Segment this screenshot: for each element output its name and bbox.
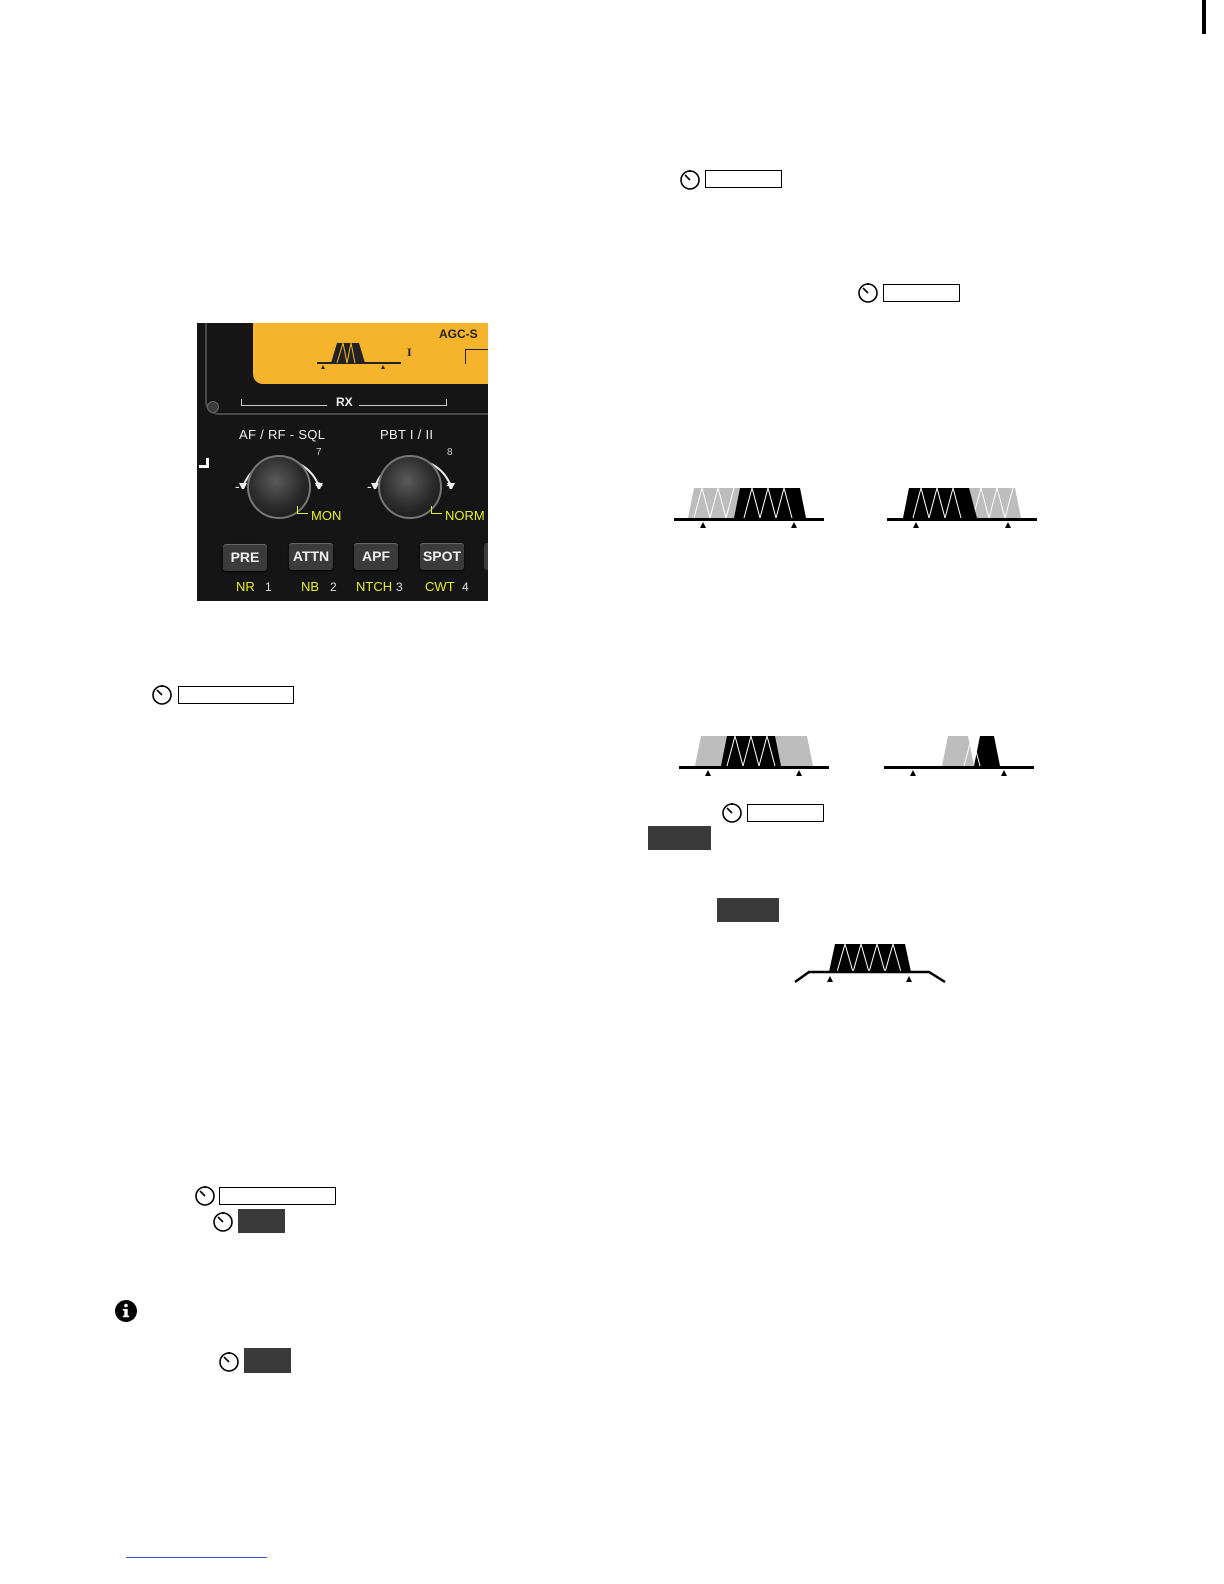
- passband-diagram-shift-right: [674, 486, 826, 530]
- knob-minus-af: -: [235, 478, 240, 494]
- info-icon: [114, 1299, 138, 1323]
- passband-diagram-narrow: [679, 734, 831, 778]
- knob-sub-mon: MON: [311, 508, 342, 523]
- knob-num-7: 7: [316, 447, 322, 458]
- timer-icon: [151, 684, 173, 706]
- footer-link-underline[interactable]: [126, 1557, 267, 1558]
- radio-panel-photo: [197, 323, 488, 601]
- passband-diagram-centered: [793, 942, 947, 984]
- rx-bracket-left: [241, 405, 327, 406]
- filled-label-box: [238, 1209, 285, 1233]
- sub-nr: NR: [236, 579, 255, 594]
- outline-label-box: [883, 284, 960, 302]
- sub-num-3: 3: [396, 580, 403, 594]
- knob-num-8: 8: [447, 447, 453, 458]
- apf-button[interactable]: APF: [354, 543, 398, 570]
- outline-label-box: [705, 170, 782, 188]
- norm-bracket: [431, 506, 442, 514]
- knob-minus-pbt: -: [367, 478, 372, 494]
- timer-icon: [212, 1211, 234, 1233]
- timer-icon: [857, 282, 879, 304]
- next-button-edge: [484, 543, 488, 570]
- filled-label-box: [648, 826, 711, 850]
- passband-diagram-extreme: [884, 734, 1036, 778]
- timer-icon: [679, 169, 701, 191]
- knob-sub-norm: NORM: [445, 508, 485, 523]
- lcd-passband-icon: [317, 337, 413, 371]
- mon-bracket: [297, 506, 308, 514]
- timer-icon: [721, 802, 743, 824]
- timer-icon: [194, 1185, 216, 1207]
- rx-label: RX: [336, 395, 353, 409]
- outline-label-box: [219, 1187, 336, 1205]
- rx-bracket-right: [359, 405, 447, 406]
- outline-label-box: [747, 804, 824, 822]
- sub-cwt: CWT: [425, 579, 455, 594]
- rx-bracket-tick-right: [446, 399, 447, 406]
- lcd-display: [253, 323, 488, 384]
- sub-nb: NB: [301, 579, 320, 594]
- filled-label-box: [244, 1348, 291, 1373]
- spot-button[interactable]: SPOT: [420, 543, 464, 570]
- lcd-agc-label: AGC-S: [439, 327, 478, 341]
- filled-label-box: [717, 898, 779, 922]
- knob-label-pbt: PBT I / II: [380, 427, 434, 442]
- lcd-mark: I: [407, 345, 412, 359]
- knob-label-af-rf-sql: AF / RF - SQL: [239, 427, 326, 442]
- outline-label-box: [178, 686, 294, 704]
- rx-bracket-tick-left: [241, 399, 242, 406]
- pre-button[interactable]: PRE: [223, 544, 267, 571]
- sub-num-4: 4: [462, 580, 469, 594]
- sub-num-1: 1: [265, 580, 272, 594]
- knob-plus-af: +: [315, 477, 324, 493]
- panel-screw: [207, 401, 219, 413]
- enter-arrow-icon: [199, 458, 209, 468]
- passband-diagram-shift-left: [887, 486, 1039, 530]
- sub-ntch: NTCH: [356, 579, 393, 594]
- timer-icon: [218, 1351, 240, 1373]
- lcd-bracket: [465, 349, 488, 364]
- knob-plus-pbt: +: [446, 477, 455, 493]
- attn-button[interactable]: ATTN: [289, 543, 333, 570]
- sub-num-2: 2: [330, 580, 337, 594]
- page-edge-bar: [1202, 0, 1206, 34]
